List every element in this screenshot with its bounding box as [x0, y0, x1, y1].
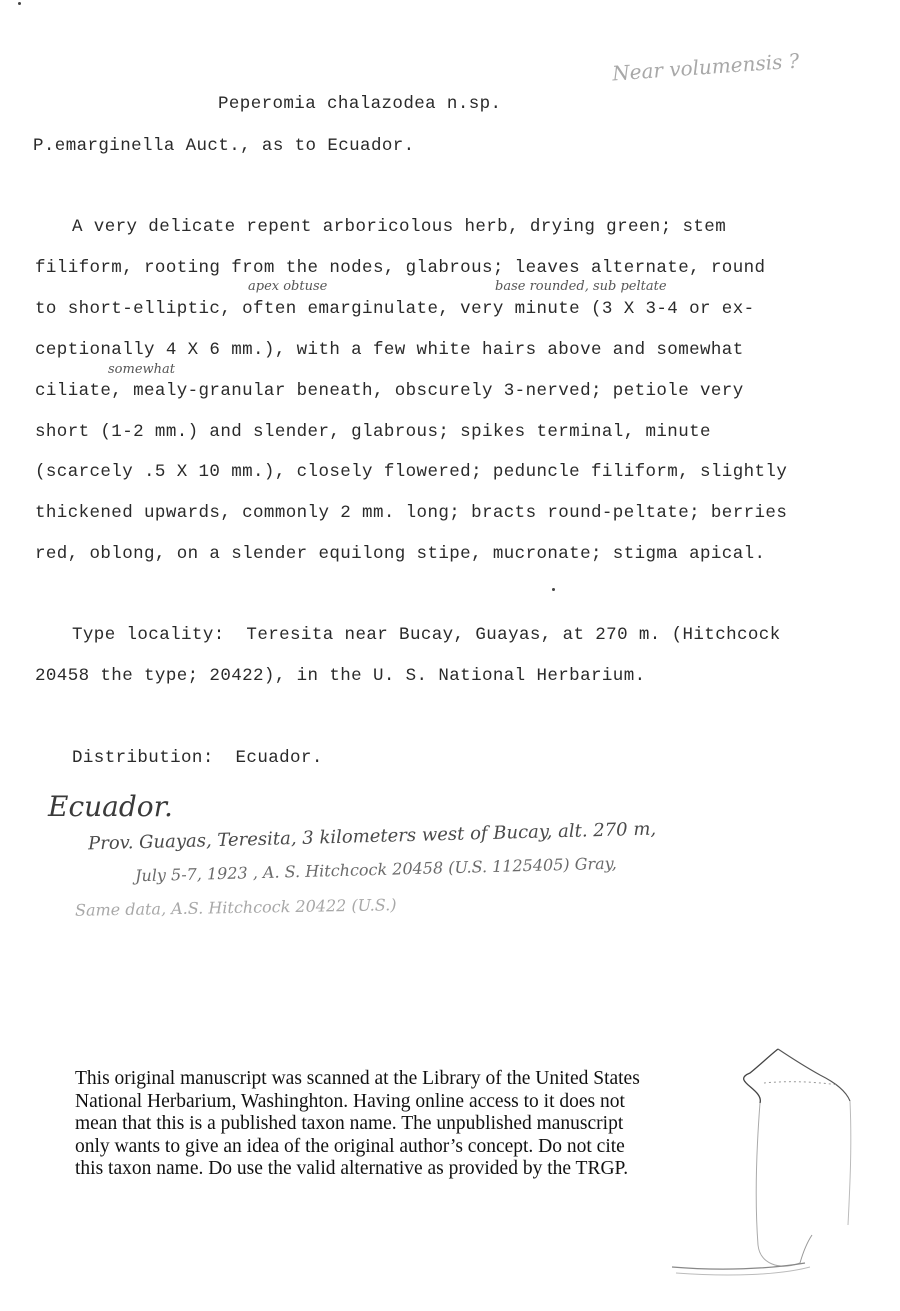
description-line: thickened upwards, commonly 2 mm. long; bracts round-peltate; berries [35, 503, 788, 523]
description-line: short (1-2 mm.) and slender, glabrous; spikes terminal, minute [35, 422, 711, 442]
species-title: Peperomia chalazodea n.sp. [218, 94, 502, 114]
synonym-line: P.emarginella Auct., as to Ecuador. [33, 136, 415, 156]
berry-sketch [660, 1035, 870, 1285]
description-line: ceptionally 4 X 6 mm.), with a few white hairs above and somewhat [35, 340, 744, 360]
type-locality-line: 20458 the type; 20422), in the U. S. National Herbarium. [35, 666, 646, 686]
notice-line: This original manuscript was scanned at the Library of the United States [75, 1068, 640, 1089]
notice-line: National Herbarium, Washinghton. Having online access to it does not [75, 1090, 625, 1112]
annotation-apex-obtuse: apex obtuse [248, 279, 328, 294]
notice-line: this taxon name. Do use the valid alternative as provided by the TRGP. [75, 1158, 629, 1179]
handwritten-heading: Ecuador. [48, 790, 173, 823]
handwritten-line: July 5-7, 1923 , A. S. Hitchcock 20458 (U.S. 1125405) Gray, [134, 853, 617, 886]
speck [552, 588, 555, 591]
description-line: filiform, rooting from the nodes, glabrous; leaves alternate, round [35, 258, 766, 278]
type-locality-line: Type locality: Teresita near Bucay, Guayas, at 270 m. (Hitchcock [72, 625, 781, 645]
annotation-base-rounded: base rounded, sub peltate [495, 279, 667, 294]
notice-line: mean that this is a published taxon name. The unpublished manuscript [75, 1113, 624, 1134]
corner-note: Near volumensis ? [611, 48, 801, 86]
distribution-line: Distribution: Ecuador. [72, 748, 323, 768]
speck [18, 2, 21, 5]
description-line: A very delicate repent arboricolous herb, drying green; stem [72, 217, 727, 237]
disclaimer-notice [75, 1068, 735, 1181]
notice-line: only wants to give an idea of the original author’s concept. Do not cite [75, 1135, 625, 1157]
description-line: (scarcely .5 X 10 mm.), closely flowered; peduncle filiform, slightly [35, 462, 788, 482]
handwritten-line: Same data, A.S. Hitchcock 20422 (U.S.) [74, 895, 397, 920]
description-line: ciliate, mealy-granular beneath, obscurely 3-nerved; petiole very [35, 381, 744, 401]
handwritten-line: Prov. Guayas, Teresita, 3 kilometers west of Bucay, alt. 270 m, [87, 818, 657, 855]
description-line: red, oblong, on a slender equilong stipe, mucronate; stigma apical. [35, 544, 766, 564]
description-line: to short-elliptic, often emarginulate, very minute (3 X 3-4 or ex- [35, 299, 755, 319]
annotation-somewhat: somewhat [108, 362, 175, 377]
